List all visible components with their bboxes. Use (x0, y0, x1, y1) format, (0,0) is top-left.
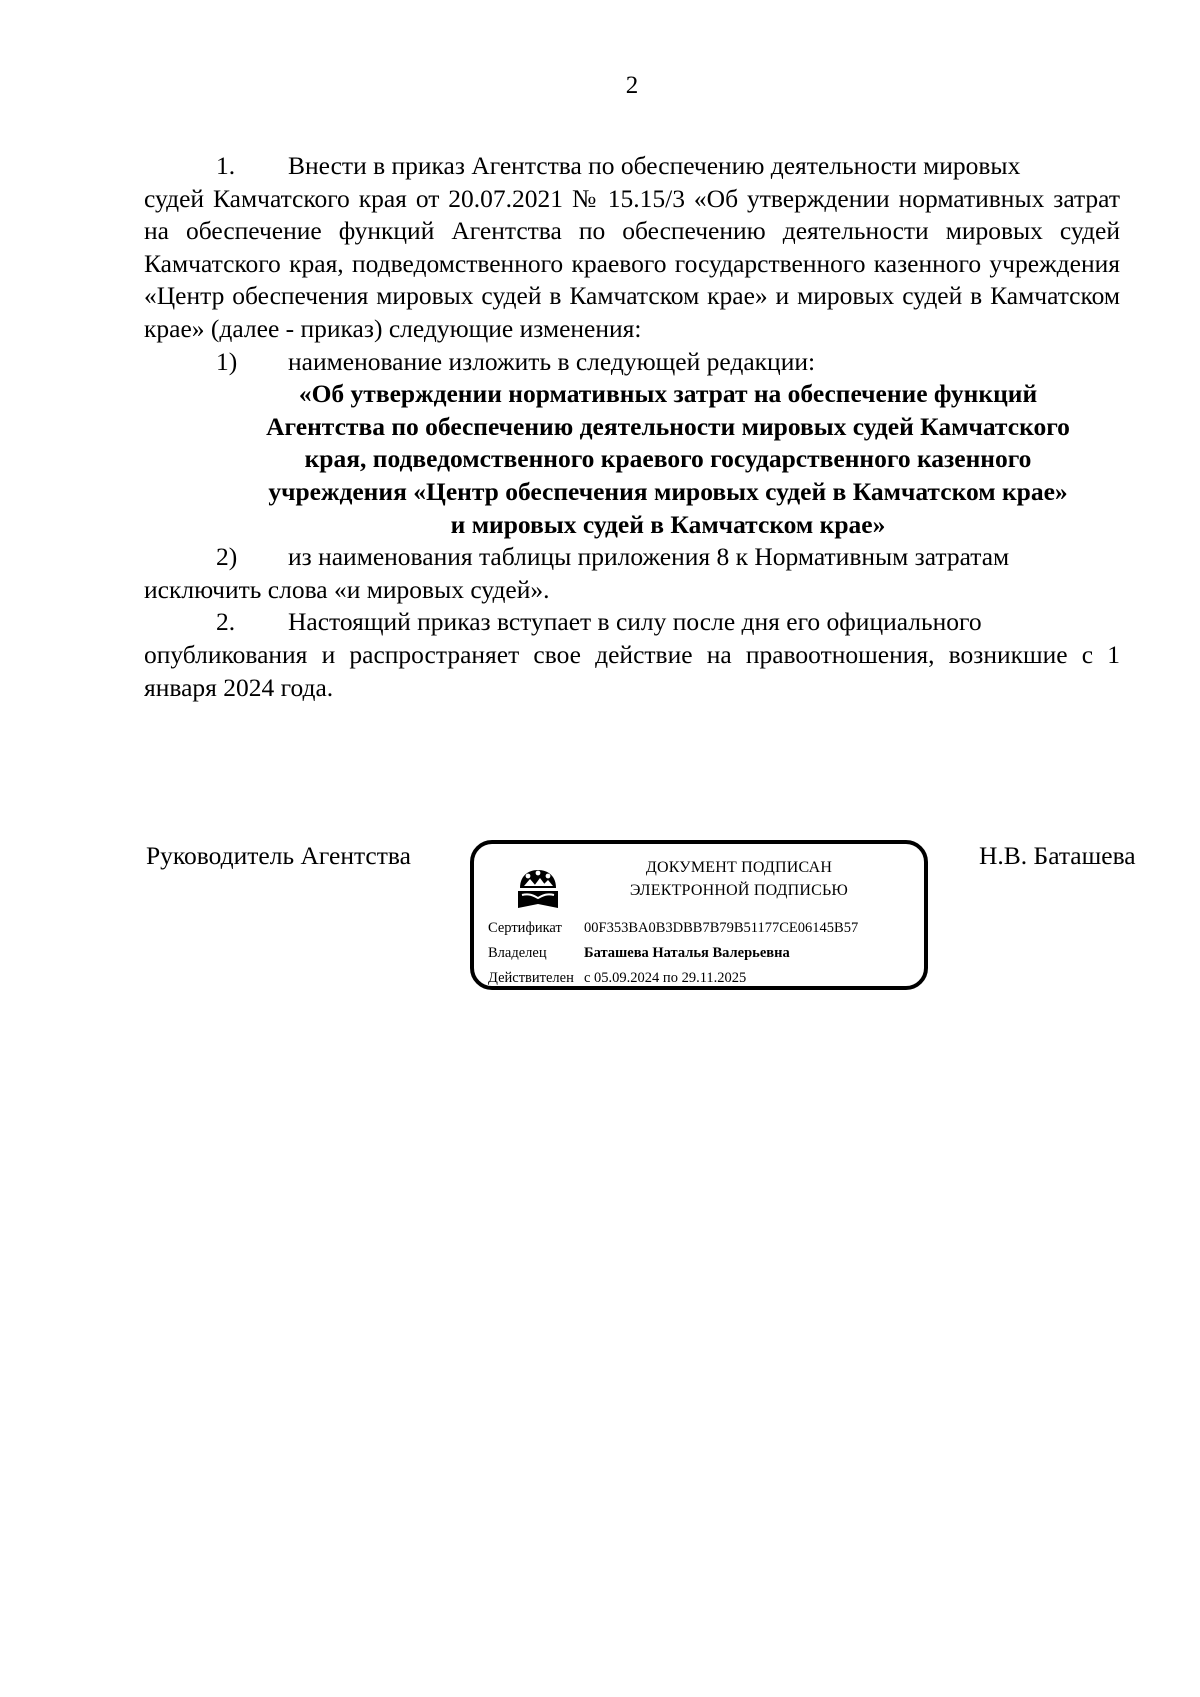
validity-label: Действителен (488, 970, 574, 986)
document-body (144, 150, 1120, 704)
new-title-block (144, 378, 1120, 541)
certificate-label: Сертификат (488, 920, 562, 936)
owner-label: Владелец (488, 945, 547, 961)
stamp-certificate-row (488, 918, 858, 938)
paragraph-1 (144, 150, 1120, 183)
paragraph-2 (144, 606, 1120, 639)
paragraph-1-first-line: Внести в приказ Агентства по обеспечению деятельности мировых (288, 151, 1021, 180)
electronic-signature-stamp (470, 840, 928, 990)
new-title-line: «Об утверждении нормативных затрат на обеспечение функций (298, 379, 1038, 409)
item-2-number: 2) (216, 542, 238, 572)
item-2-first-line: из наименования таблицы приложения 8 к Нормативным затратам (288, 542, 1010, 572)
stamp-owner-row (488, 943, 790, 963)
page-number: 2 (625, 72, 639, 99)
item-2 (144, 541, 1120, 574)
owner-value: Баташева Наталья Валерьевна (584, 945, 790, 961)
item-2-continuation: исключить слова «и мировых судей». (144, 574, 550, 604)
signatory-name: Н.В. Баташева (979, 841, 1136, 870)
new-title-line: и мировых судей в Камчатском крае» (450, 509, 886, 539)
new-title-line: края, подведомственного краевого государственного казенного (304, 444, 1032, 474)
stamp-header (604, 856, 874, 902)
paragraph-2-first-line: Настоящий приказ вступает в силу после дня его официального (288, 607, 982, 637)
new-title-line: учреждения «Центр обеспечения мировых судей в Камчатском крае» (268, 476, 1068, 506)
stamp-header-line: ДОКУМЕНТ ПОДПИСАН (645, 859, 833, 876)
paragraph-1-number: 1. (216, 151, 236, 180)
certificate-value: 00F353BA0B3DBB7B79B51177CE06145B57 (584, 920, 859, 936)
paragraph-1-continuation: судей Камчатского края от 20.07.2021 № 15.15/3 «Об утверждении нормативных затрат на обеспечение функций Агентства по обеспечению деятельности мировых судей Камчатского края, подведомственного краевого государственного казенного учреждения «Центр обеспечения мировых судей в Камчатском крае» и мировых судей в Камчатском крае» (далее - приказ) следующие изменения: (144, 183, 1120, 343)
validity-value: с 05.09.2024 по 29.11.2025 (584, 970, 747, 986)
paragraph-2-continuation: опубликования и распространяет свое действие на правоотношения, возникшие с 1 января 2024 года. (144, 639, 1120, 702)
new-title-line: Агентства по обеспечению деятельности мировых судей Камчатского (266, 411, 1070, 441)
paragraph-2-number: 2. (216, 607, 236, 637)
item-1-text: наименование изложить в следующей редакции: (288, 346, 816, 376)
stamp-validity-row (488, 968, 746, 988)
item-1-number: 1) (216, 346, 238, 376)
coat-of-arms-icon (512, 862, 564, 914)
stamp-header-line: ЭЛЕКТРОННОЙ ПОДПИСЬЮ (629, 882, 849, 899)
item-1 (144, 346, 1120, 379)
signatory-position: Руководитель Агентства (146, 841, 411, 870)
